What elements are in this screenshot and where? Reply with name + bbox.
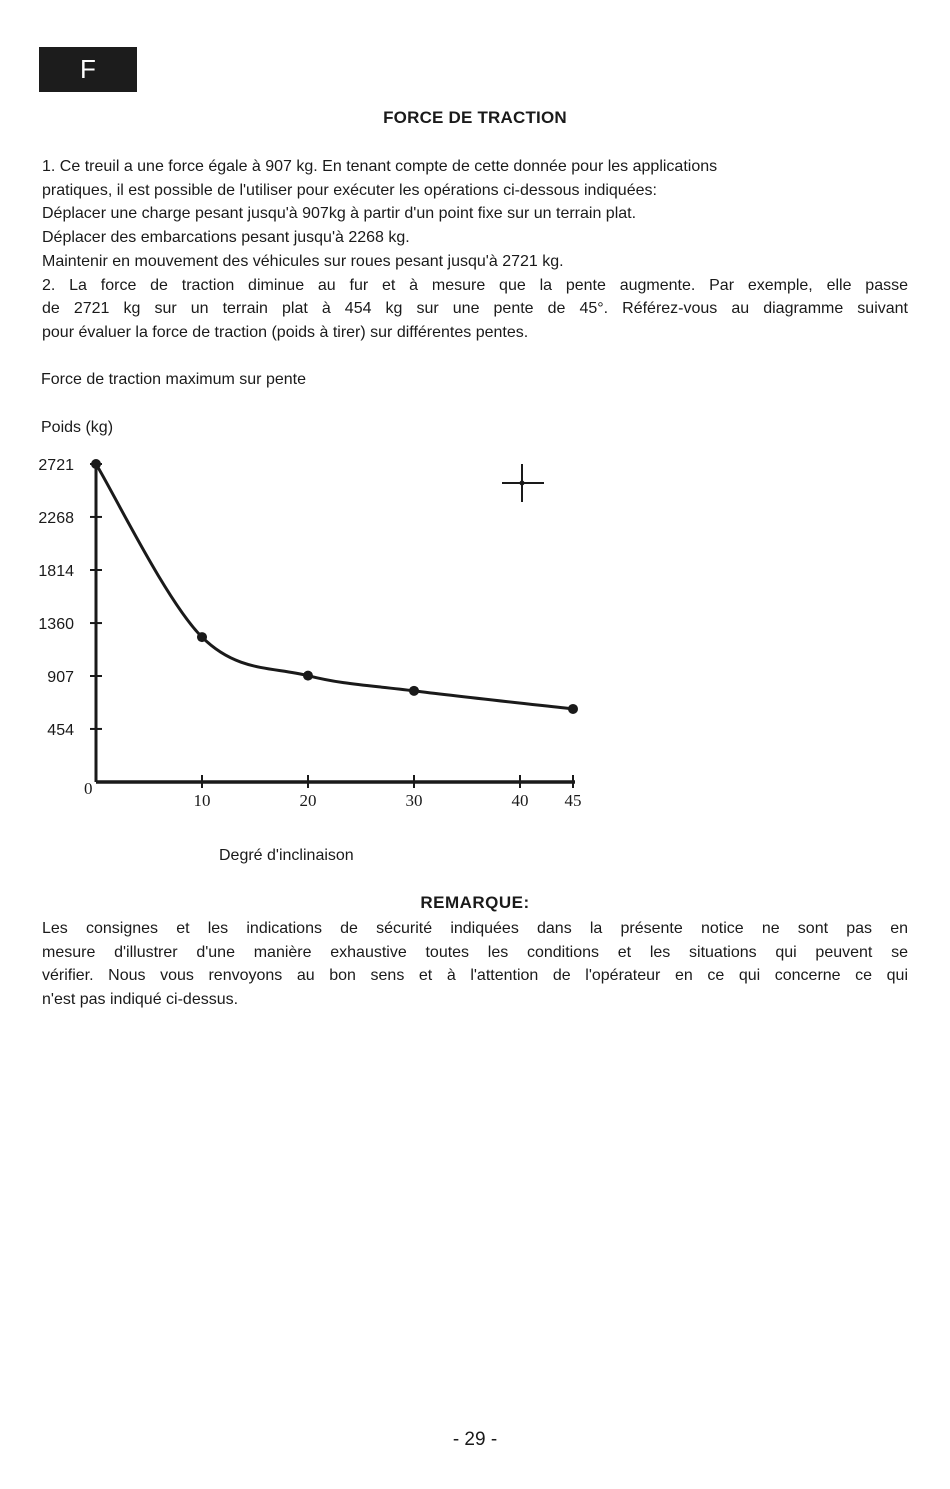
data-point [303, 671, 313, 681]
y-tick-label: 2268 [38, 509, 74, 527]
page-title: FORCE DE TRACTION [383, 108, 567, 127]
y-tick-label: 2721 [38, 457, 74, 474]
data-point [409, 686, 419, 696]
intro-line: Déplacer une charge pesant jusqu'à 907kg à partir d'un point fixe sur un terrain plat. [42, 205, 637, 223]
data-point [568, 704, 578, 714]
intro-line: 1. Ce treuil a une force égale à 907 kg. En tenant compte de cette donnée pour les applications [42, 158, 718, 175]
language-badge: F [39, 47, 137, 92]
intro-line: 2. La force de traction diminue au fur et à mesure que la pente augmente. Par exemple, elle passe [42, 276, 908, 294]
chart-y-axis-label: Poids (kg) [41, 419, 114, 436]
chart-caption: Force de traction maximum sur pente [41, 371, 306, 388]
x-tick-label: 10 [193, 791, 211, 810]
crosshair-mark [502, 464, 544, 502]
data-point [197, 632, 207, 642]
x-tick-label: 45 [564, 791, 582, 810]
remark-paragraph [42, 917, 908, 1012]
intro-paragraph [42, 155, 908, 345]
remark-line: mesure d'illustrer d'une manière exhaustive toutes les conditions et les situations qui peuvent se [42, 943, 908, 961]
x-tick-label: 20 [299, 791, 317, 810]
y-tick-label: 1360 [38, 616, 74, 634]
page-number: - 29 - [452, 1429, 498, 1450]
chart-x-axis-label: Degré d'inclinaison [219, 847, 354, 864]
x-tick-label: 40 [511, 791, 529, 810]
remark-line: Les consignes et les indications de sécurité indiquées dans la présente notice ne sont pas en [42, 920, 908, 937]
series-line [96, 464, 573, 709]
intro-line: Maintenir en mouvement des véhicules sur roues pesant jusqu'à 2721 kg. [42, 252, 564, 270]
intro-line: Déplacer des embarcations pesant jusqu'à 2268 kg. [42, 229, 410, 247]
y-ticks [38, 457, 102, 739]
y-tick-label: 907 [47, 669, 74, 686]
remark-title: REMARQUE: [420, 893, 530, 912]
data-point [91, 459, 101, 469]
intro-line: pour évaluer la force de traction (poids à tirer) sur différentes pentes. [42, 323, 529, 341]
remark-line: n'est pas indiqué ci-dessus. [42, 991, 239, 1009]
intro-line: pratiques, il est possible de l'utiliser pour exécuter les opérations ci-dessous indiquées: [42, 181, 657, 199]
origin-label: 0 [84, 779, 93, 798]
y-tick-label: 1814 [38, 563, 74, 580]
remark-line: vérifier. Nous vous renvoyons au bon sens et à l'attention de l'opérateur en ce qui concerne ce qui [42, 967, 908, 985]
x-tick-label: 30 [405, 791, 423, 810]
traction-chart [0, 440, 640, 830]
y-tick-label: 454 [47, 721, 74, 739]
intro-line: de 2721 kg sur un terrain plat à 454 kg sur une pente de 45°. Référez-vous au diagramme suivant [42, 300, 908, 318]
